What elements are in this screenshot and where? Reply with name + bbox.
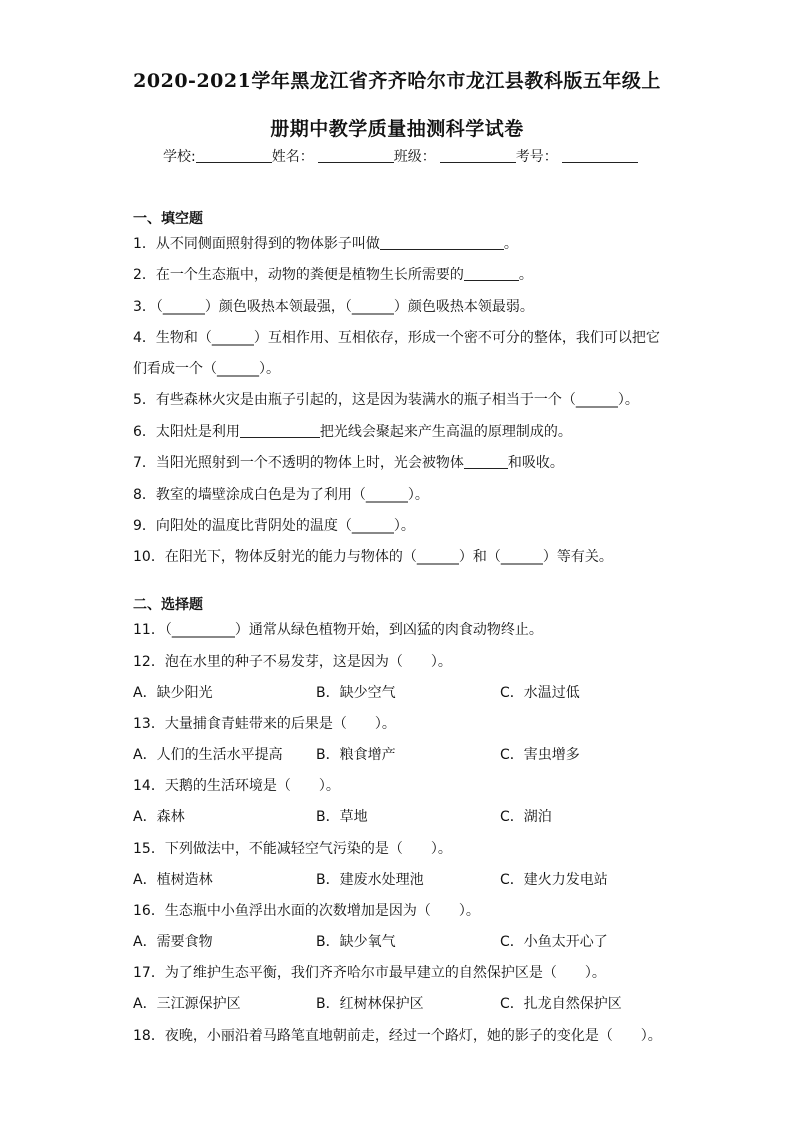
- school-label: 学校:: [163, 149, 196, 165]
- number-blank[interactable]: [562, 148, 638, 163]
- question-4-line-1: 4．生物和（______）互相作用、互相依存，形成一个密不可分的整体，我们可以把它: [133, 330, 660, 346]
- option-15-c[interactable]: C．建火力发电站: [500, 872, 608, 888]
- question-5: 5．有些森林火灾是由瓶子引起的，这是因为装满水的瓶子相当于一个（______）。: [133, 392, 639, 408]
- option-12-c[interactable]: C．水温过低: [500, 685, 580, 701]
- question-17: 17．为了维护生态平衡，我们齐齐哈尔市最早建立的自然保护区是（ ）。: [133, 965, 606, 981]
- option-14-a[interactable]: A．森林: [133, 809, 185, 825]
- question-18: 18．夜晚，小丽沿着马路笔直地朝前走，经过一个路灯，她的影子的变化是（ ）。: [133, 1028, 662, 1044]
- question-8: 8．教室的墙壁涂成白色是为了利用（______）。: [133, 487, 429, 503]
- class-label: 班级：: [393, 149, 436, 165]
- option-14-b[interactable]: B．草地: [316, 809, 368, 825]
- answer-blank[interactable]: [240, 423, 320, 438]
- option-17-c[interactable]: C．扎龙自然保护区: [500, 996, 622, 1012]
- option-17-a[interactable]: A．三江源保护区: [133, 996, 241, 1012]
- question-14: 14．天鹅的生活环境是（ ）。: [133, 778, 340, 794]
- option-13-a[interactable]: A．人们的生活水平提高: [133, 747, 283, 763]
- option-13-b[interactable]: B．粮食增产: [316, 747, 396, 763]
- option-12-a[interactable]: A．缺少阳光: [133, 685, 213, 701]
- option-17-b[interactable]: B．红树林保护区: [316, 996, 424, 1012]
- section-fill-heading: 一、填空题: [133, 211, 203, 227]
- option-16-c[interactable]: C．小鱼太开心了: [500, 934, 608, 950]
- option-14-c[interactable]: C．湖泊: [500, 809, 552, 825]
- school-blank[interactable]: [196, 148, 272, 163]
- question-1: 1．从不同侧面照射得到的物体影子叫做 。: [133, 236, 518, 252]
- question-16: 16．生态瓶中小鱼浮出水面的次数增加是因为（ ）。: [133, 903, 480, 919]
- question-7: 7．当阳光照射到一个不透明的物体上时，光会被物体 和吸收。: [133, 455, 564, 471]
- question-4-line-2: 们看成一个（______）。: [133, 361, 280, 377]
- answer-blank[interactable]: [464, 266, 519, 281]
- answer-blank[interactable]: [464, 454, 508, 469]
- exam-title-line-2: 册期中教学质量抽测科学试卷: [270, 118, 524, 140]
- number-label: 考号：: [515, 149, 558, 165]
- option-15-a[interactable]: A．植树造林: [133, 872, 213, 888]
- question-3: 3．（______）颜色吸热本领最强，（______）颜色吸热本领最弱。: [133, 299, 534, 315]
- question-2: 2．在一个生态瓶中，动物的粪便是植物生长所需要的 。: [133, 267, 533, 283]
- section-choice-heading: 二、选择题: [133, 597, 203, 613]
- name-blank[interactable]: [318, 148, 394, 163]
- answer-blank[interactable]: [380, 235, 504, 250]
- question-9: 9．向阳处的温度比背阴处的温度（______）。: [133, 518, 415, 534]
- question-15: 15．下列做法中，不能减轻空气污染的是（ ）。: [133, 841, 452, 857]
- option-15-b[interactable]: B．建废水处理池: [316, 872, 424, 888]
- class-blank[interactable]: [440, 148, 516, 163]
- option-13-c[interactable]: C．害虫增多: [500, 747, 580, 763]
- option-12-b[interactable]: B．缺少空气: [316, 685, 396, 701]
- name-label: 姓名：: [271, 149, 314, 165]
- question-13: 13．大量捕食青蛙带来的后果是（ ）。: [133, 716, 396, 732]
- question-10: 10．在阳光下，物体反射光的能力与物体的（______）和（______）等有关。: [133, 549, 613, 565]
- option-16-a[interactable]: A．需要食物: [133, 934, 213, 950]
- exam-title-line-1: 2020-2021学年黑龙江省齐齐哈尔市龙江县教科版五年级上: [133, 70, 661, 92]
- question-12: 12．泡在水里的种子不易发芽，这是因为（ ）。: [133, 654, 452, 670]
- question-6: 6．太阳灶是利用 把光线会聚起来产生高温的原理制成的。: [133, 424, 572, 440]
- student-info-row: [163, 146, 638, 166]
- question-11: 11．（_________）通常从绿色植物开始，到凶猛的肉食动物终止。: [133, 622, 543, 638]
- option-16-b[interactable]: B．缺少氧气: [316, 934, 396, 950]
